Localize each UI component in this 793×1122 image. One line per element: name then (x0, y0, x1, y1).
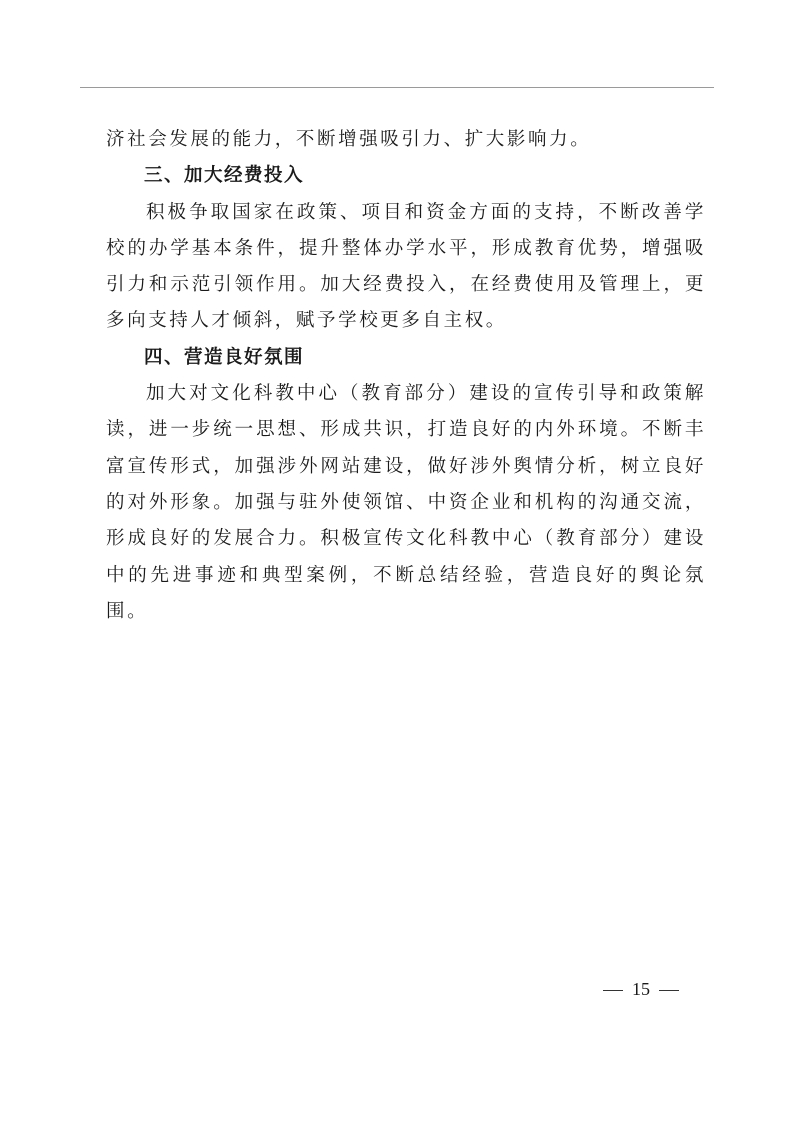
page-number: 15 (632, 979, 650, 999)
page-number-dash-right (659, 990, 679, 991)
page-number-footer (594, 978, 684, 1000)
paragraph-atmosphere: 加大对文化科教中心（教育部分）建设的宣传引导和政策解读，进一步统一思想、形成共识，打造良好的内外环境。不断丰富宣传形式，加强涉外网站建设，做好涉外舆情分析，树立良好的对外形象。加强与驻外使领馆、中资企业和机构的沟通交流，形成良好的发展合力。积极宣传文化科教中心（教育部分）建设中的先进事迹和典型案例，不断总结经验，营造良好的舆论氛围。 (106, 383, 706, 622)
paragraph-continuation: 济社会发展的能力，不断增强吸引力、扩大影响力。 (106, 129, 592, 150)
section-heading-funding: 三、加大经费投入 (144, 165, 305, 187)
section-heading-atmosphere: 四、营造良好氛围 (144, 346, 305, 368)
header-rule (80, 87, 714, 88)
paragraph-funding: 积极争取国家在政策、项目和资金方面的支持，不断改善学校的办学基本条件，提升整体办学水平，形成教育优势，增强吸引力和示范引领作用。加大经费投入，在经费使用及管理上，更多向支持人才倾斜，赋予学校更多自主权。 (106, 201, 706, 332)
page-number-dash-left (603, 990, 623, 991)
document-body (106, 122, 706, 630)
